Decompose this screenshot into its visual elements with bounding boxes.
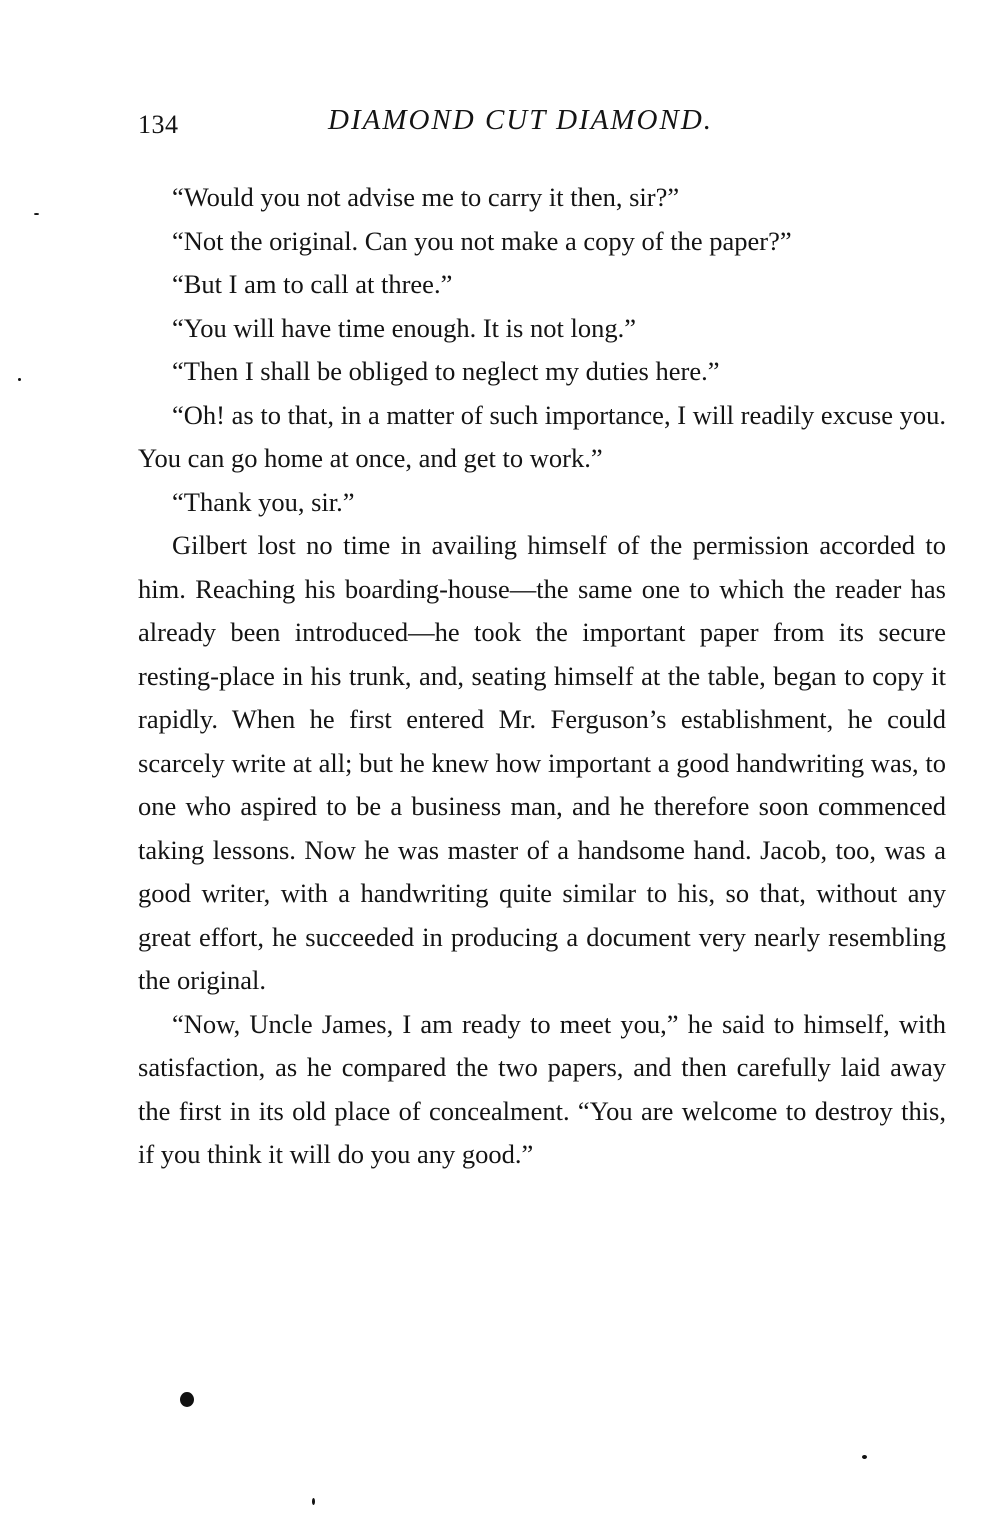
scan-speck	[34, 213, 39, 215]
running-header	[138, 104, 944, 148]
paragraph: “Then I shall be obliged to neglect my duties here.”	[172, 356, 720, 386]
paragraph: “You will have time enough. It is not long.”	[172, 312, 636, 343]
scan-speck	[862, 1455, 867, 1459]
scan-speck	[18, 378, 21, 381]
paragraph: Gilbert lost no time in availing himself of the permission accorded to him. Reaching his boarding-house—the same one to which the reader has already been introduced—he took the important paper from its secure resting-place in his trunk, and, seating himself at the table, began to copy it rapidly. When he first entered Mr. Ferguson’s establishment, he could scarcely write at all; but he knew how important a good handwriting was, to one who aspired to be a business man, and he therefore soon commenced taking lessons. Now he was master of a handsome hand. Jacob, too, was a good writer, with a handwriting quite similar to his, so that, without any great effort, he succeeded in producing a document very nearly resembling the original.	[138, 530, 946, 995]
paragraph: “Now, Uncle James, I am ready to meet you,” he said to himself, with satisfaction, as he compared the two papers, and then carefully laid away the first in its old place of concealment. “You are welcome to destroy this, if you think it will do you any good.”	[138, 1008, 946, 1169]
paragraph: “Thank you, sir.”	[172, 486, 355, 517]
scan-speck	[312, 1498, 315, 1505]
running-title: DIAMOND CUT DIAMOND.	[328, 104, 714, 136]
scan-speck	[180, 1392, 194, 1407]
page-number: 134	[138, 110, 179, 139]
paragraph: “Not the original. Can you not make a copy of the paper?”	[172, 225, 792, 256]
paragraph: “Oh! as to that, in a matter of such importance, I will readily excuse you. You can go home at once, and get to work.”	[138, 399, 946, 473]
paragraph: “But I am to call at three.”	[172, 269, 453, 299]
page-body	[138, 176, 946, 1177]
paragraph: “Would you not advise me to carry it then, sir?”	[172, 182, 680, 212]
